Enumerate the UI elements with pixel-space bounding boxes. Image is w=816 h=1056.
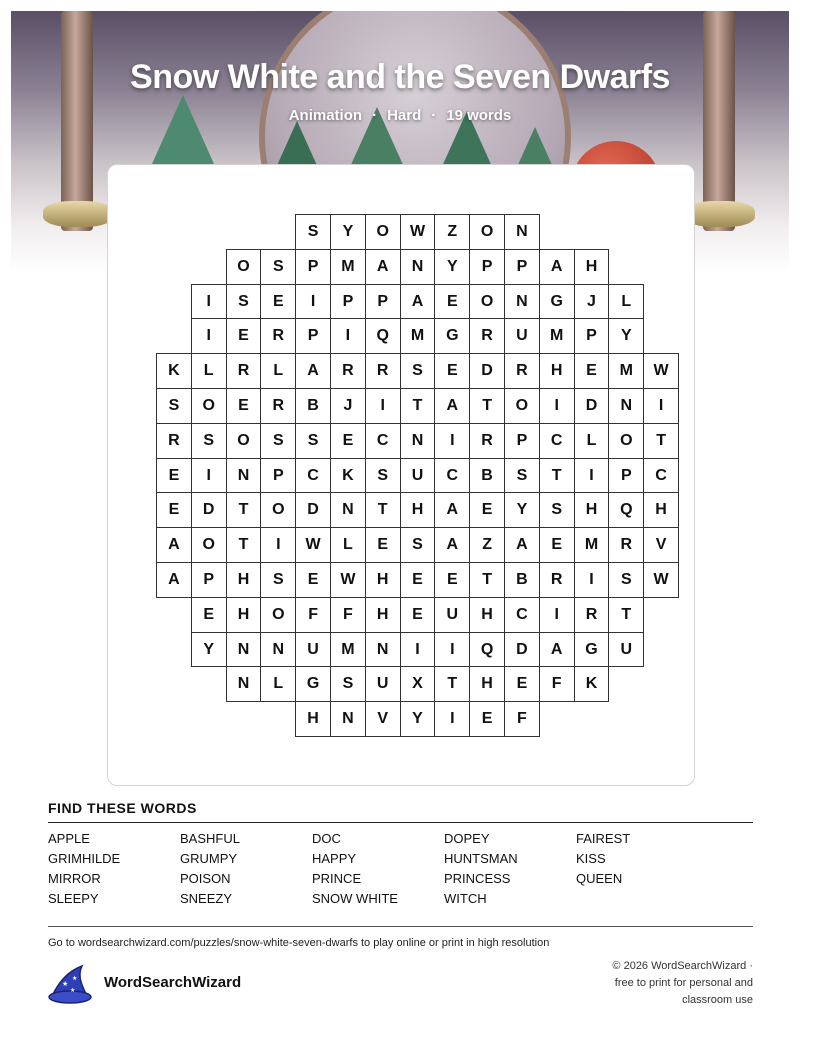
grid-cell: E — [226, 318, 262, 354]
grid-cell: X — [400, 666, 436, 702]
grid-cell: W — [643, 353, 679, 389]
grid-cell: Y — [330, 214, 366, 250]
grid-cell: T — [608, 597, 644, 633]
grid-cell: M — [330, 632, 366, 668]
grid-cell: L — [191, 353, 227, 389]
grid-cell: E — [434, 353, 470, 389]
grid-cell: R — [156, 423, 192, 459]
grid-cell: V — [643, 527, 679, 563]
grid-cell: A — [156, 527, 192, 563]
grid-cell: E — [156, 458, 192, 494]
word-list-item: HUNTSMAN — [444, 851, 518, 866]
grid-cell: Z — [469, 527, 505, 563]
word-list-item: SLEEPY — [48, 891, 99, 906]
grid-cell: I — [365, 388, 401, 424]
grid-cell: H — [365, 597, 401, 633]
grid-cell: C — [295, 458, 331, 494]
grid-cell: S — [191, 423, 227, 459]
grid-cell: M — [539, 318, 575, 354]
grid-cell: H — [469, 666, 505, 702]
grid-cell: S — [226, 284, 262, 320]
title-block — [0, 58, 800, 124]
grid-cell: W — [400, 214, 436, 250]
grid-cell: U — [434, 597, 470, 633]
grid-cell: T — [400, 388, 436, 424]
grid-cell: K — [574, 666, 610, 702]
brand-name: WordSearchWizard — [104, 974, 242, 991]
puzzle-meta — [0, 107, 800, 124]
grid-cell: M — [608, 353, 644, 389]
grid-cell: R — [504, 353, 540, 389]
grid-cell: E — [434, 562, 470, 598]
grid-cell: C — [643, 458, 679, 494]
grid-cell: L — [260, 666, 296, 702]
grid-cell: P — [504, 423, 540, 459]
grid-cell: E — [365, 527, 401, 563]
grid-cell: L — [260, 353, 296, 389]
grid-cell: B — [295, 388, 331, 424]
grid-cell: N — [330, 492, 366, 528]
grid-cell: A — [434, 527, 470, 563]
grid-cell: P — [365, 284, 401, 320]
grid-cell: M — [574, 527, 610, 563]
word-list-item: POISON — [180, 871, 231, 886]
grid-cell: R — [608, 527, 644, 563]
grid-cell: H — [574, 249, 610, 285]
word-count-label: 19 words — [446, 107, 512, 124]
grid-cell: A — [539, 249, 575, 285]
puzzle-card — [107, 164, 695, 786]
grid-cell: H — [539, 353, 575, 389]
svg-text:★: ★ — [70, 988, 76, 994]
grid-cell: E — [400, 562, 436, 598]
grid-cell: H — [400, 492, 436, 528]
grid-cell: E — [504, 666, 540, 702]
grid-cell: F — [539, 666, 575, 702]
grid-cell: O — [260, 597, 296, 633]
grid-cell: I — [434, 701, 470, 737]
grid-cell: E — [330, 423, 366, 459]
word-list-item: BASHFUL — [180, 831, 240, 846]
grid-cell: A — [504, 527, 540, 563]
grid-cell: E — [156, 492, 192, 528]
wizard-hat-icon — [48, 964, 94, 1004]
grid-cell: A — [434, 492, 470, 528]
meta-separator: · — [431, 107, 437, 124]
grid-cell: R — [469, 423, 505, 459]
grid-cell: O — [365, 214, 401, 250]
grid-cell: I — [434, 423, 470, 459]
grid-cell: D — [191, 492, 227, 528]
grid-cell: W — [295, 527, 331, 563]
grid-cell: Y — [504, 492, 540, 528]
grid-cell: U — [365, 666, 401, 702]
grid-cell: N — [330, 701, 366, 737]
grid-cell: E — [295, 562, 331, 598]
grid-cell: P — [330, 284, 366, 320]
grid-cell: P — [295, 318, 331, 354]
grid-cell: A — [156, 562, 192, 598]
grid-cell: A — [295, 353, 331, 389]
svg-text:★: ★ — [62, 981, 69, 988]
meta-separator: · — [372, 107, 378, 124]
grid-cell: D — [574, 388, 610, 424]
grid-cell: Q — [608, 492, 644, 528]
grid-cell: T — [643, 423, 679, 459]
grid-cell: I — [330, 318, 366, 354]
grid-cell: K — [330, 458, 366, 494]
grid-cell: E — [226, 388, 262, 424]
grid-cell: U — [295, 632, 331, 668]
grid-cell: J — [574, 284, 610, 320]
grid-cell: O — [260, 492, 296, 528]
grid-cell: L — [330, 527, 366, 563]
grid-cell: O — [226, 423, 262, 459]
grid-cell: S — [260, 423, 296, 459]
grid-cell: P — [574, 318, 610, 354]
grid-cell: T — [469, 388, 505, 424]
grid-cell: R — [469, 318, 505, 354]
word-list-item: FAIREST — [576, 831, 631, 846]
grid-cell: P — [608, 458, 644, 494]
grid-cell: T — [434, 666, 470, 702]
grid-cell: C — [434, 458, 470, 494]
grid-cell: C — [365, 423, 401, 459]
copyright-line: classroom use — [682, 994, 753, 1006]
grid-cell: Z — [434, 214, 470, 250]
grid-cell: S — [295, 423, 331, 459]
grid-cell: N — [608, 388, 644, 424]
grid-cell: I — [539, 388, 575, 424]
copyright-line: free to print for personal and — [614, 977, 753, 989]
grid-cell: R — [574, 597, 610, 633]
copyright-text — [553, 958, 753, 1009]
grid-cell: S — [400, 527, 436, 563]
grid-cell: S — [295, 214, 331, 250]
word-list-section — [48, 800, 753, 913]
grid-cell: F — [295, 597, 331, 633]
grid-cell: I — [191, 284, 227, 320]
grid-cell: A — [400, 284, 436, 320]
grid-cell: L — [574, 423, 610, 459]
grid-cell: S — [504, 458, 540, 494]
grid-cell: U — [504, 318, 540, 354]
grid-cell: F — [330, 597, 366, 633]
grid-cell: E — [400, 597, 436, 633]
grid-cell: S — [608, 562, 644, 598]
grid-cell: N — [226, 666, 262, 702]
grid-cell: H — [226, 562, 262, 598]
grid-cell: D — [295, 492, 331, 528]
grid-cell: R — [365, 353, 401, 389]
grid-cell: W — [330, 562, 366, 598]
grid-cell: N — [504, 214, 540, 250]
grid-cell: I — [295, 284, 331, 320]
grid-cell: N — [504, 284, 540, 320]
grid-cell: T — [226, 492, 262, 528]
grid-cell: D — [469, 353, 505, 389]
word-list-item: KISS — [576, 851, 606, 866]
grid-cell: G — [574, 632, 610, 668]
grid-cell: E — [191, 597, 227, 633]
category-label: Animation — [288, 107, 363, 124]
grid-cell: O — [608, 423, 644, 459]
grid-cell: S — [260, 249, 296, 285]
grid-cell: G — [295, 666, 331, 702]
grid-cell: H — [295, 701, 331, 737]
grid-cell: H — [469, 597, 505, 633]
grid-cell: S — [330, 666, 366, 702]
grid-cell: E — [260, 284, 296, 320]
grid-cell: O — [504, 388, 540, 424]
grid-cell: O — [191, 527, 227, 563]
grid-cell: S — [260, 562, 296, 598]
grid-cell: R — [226, 353, 262, 389]
grid-cell: N — [400, 249, 436, 285]
grid-cell: P — [504, 249, 540, 285]
grid-cell: O — [226, 249, 262, 285]
grid-cell: V — [365, 701, 401, 737]
grid-cell: T — [539, 458, 575, 494]
grid-cell: T — [226, 527, 262, 563]
grid-cell: E — [574, 353, 610, 389]
grid-cell: N — [365, 632, 401, 668]
grid-cell: I — [539, 597, 575, 633]
grid-cell: P — [260, 458, 296, 494]
word-list-item: APPLE — [48, 831, 90, 846]
grid-cell: Y — [608, 318, 644, 354]
svg-text:★: ★ — [72, 976, 78, 982]
word-list-item: SNOW WHITE — [312, 891, 398, 906]
candle-base-right — [685, 201, 755, 227]
grid-cell: S — [539, 492, 575, 528]
grid-cell: Y — [191, 632, 227, 668]
grid-cell: U — [400, 458, 436, 494]
word-list-item: PRINCESS — [444, 871, 511, 886]
grid-cell: I — [260, 527, 296, 563]
grid-cell: S — [156, 388, 192, 424]
grid-cell: S — [365, 458, 401, 494]
grid-cell: A — [539, 632, 575, 668]
grid-cell: A — [365, 249, 401, 285]
word-list-item: GRIMHILDE — [48, 851, 121, 866]
grid-cell: E — [539, 527, 575, 563]
grid-cell: T — [469, 562, 505, 598]
word-list-item: SNEEZY — [180, 891, 233, 906]
grid-cell: P — [295, 249, 331, 285]
grid-cell: P — [469, 249, 505, 285]
word-list-item: PRINCE — [312, 871, 362, 886]
grid-cell: Q — [469, 632, 505, 668]
word-list-item: DOC — [312, 831, 341, 846]
grid-cell: Y — [400, 701, 436, 737]
grid-cell: I — [191, 458, 227, 494]
grid-cell: I — [400, 632, 436, 668]
word-list-heading: FIND THESE WORDS — [48, 800, 753, 823]
grid-cell: I — [434, 632, 470, 668]
grid-cell: K — [156, 353, 192, 389]
grid-cell: A — [434, 388, 470, 424]
word-list-item: DOPEY — [444, 831, 490, 846]
grid-cell: G — [434, 318, 470, 354]
grid-cell: H — [226, 597, 262, 633]
grid-cell: B — [469, 458, 505, 494]
grid-cell: B — [504, 562, 540, 598]
grid-cell: R — [260, 318, 296, 354]
grid-cell: R — [330, 353, 366, 389]
copyright-line: © 2026 WordSearchWizard · — [612, 960, 753, 972]
grid-cell: N — [260, 632, 296, 668]
grid-cell: I — [191, 318, 227, 354]
grid-cell: D — [504, 632, 540, 668]
candle-base-left — [43, 201, 113, 227]
grid-cell: H — [574, 492, 610, 528]
grid-cell: F — [504, 701, 540, 737]
grid-cell: R — [539, 562, 575, 598]
grid-cell: U — [608, 632, 644, 668]
grid-cell: E — [434, 284, 470, 320]
grid-cell: R — [260, 388, 296, 424]
grid-cell: P — [191, 562, 227, 598]
grid-cell: M — [330, 249, 366, 285]
difficulty-label: Hard — [387, 107, 422, 124]
grid-cell: N — [226, 632, 262, 668]
footer-url-text: Go to wordsearchwizard.com/puzzles/snow-white-seven-dwarfs to play online or print in high resolution — [48, 937, 550, 949]
grid-cell: Q — [365, 318, 401, 354]
grid-cell: C — [539, 423, 575, 459]
grid-cell: H — [643, 492, 679, 528]
grid-cell: E — [469, 492, 505, 528]
grid-cell: O — [191, 388, 227, 424]
grid-cell: O — [469, 214, 505, 250]
grid-cell: Y — [434, 249, 470, 285]
word-list — [48, 831, 753, 913]
word-list-item: WITCH — [444, 891, 487, 906]
grid-cell: J — [330, 388, 366, 424]
grid-cell: W — [643, 562, 679, 598]
grid-cell: I — [574, 562, 610, 598]
grid-cell: G — [539, 284, 575, 320]
word-list-item: HAPPY — [312, 851, 357, 866]
grid-cell: M — [400, 318, 436, 354]
word-list-item: QUEEN — [576, 871, 623, 886]
grid-cell: L — [608, 284, 644, 320]
grid-cell: H — [365, 562, 401, 598]
grid-cell: E — [469, 701, 505, 737]
word-list-item: MIRROR — [48, 871, 101, 886]
grid-cell: I — [643, 388, 679, 424]
grid-cell: S — [400, 353, 436, 389]
grid-cell: O — [469, 284, 505, 320]
grid-cell: N — [226, 458, 262, 494]
footer-divider — [48, 926, 753, 927]
grid-cell: T — [365, 492, 401, 528]
word-list-item: GRUMPY — [180, 851, 238, 866]
grid-cell: N — [400, 423, 436, 459]
puzzle-title: Snow White and the Seven Dwarfs — [130, 58, 670, 96]
grid-cell: I — [574, 458, 610, 494]
grid-cell: C — [504, 597, 540, 633]
